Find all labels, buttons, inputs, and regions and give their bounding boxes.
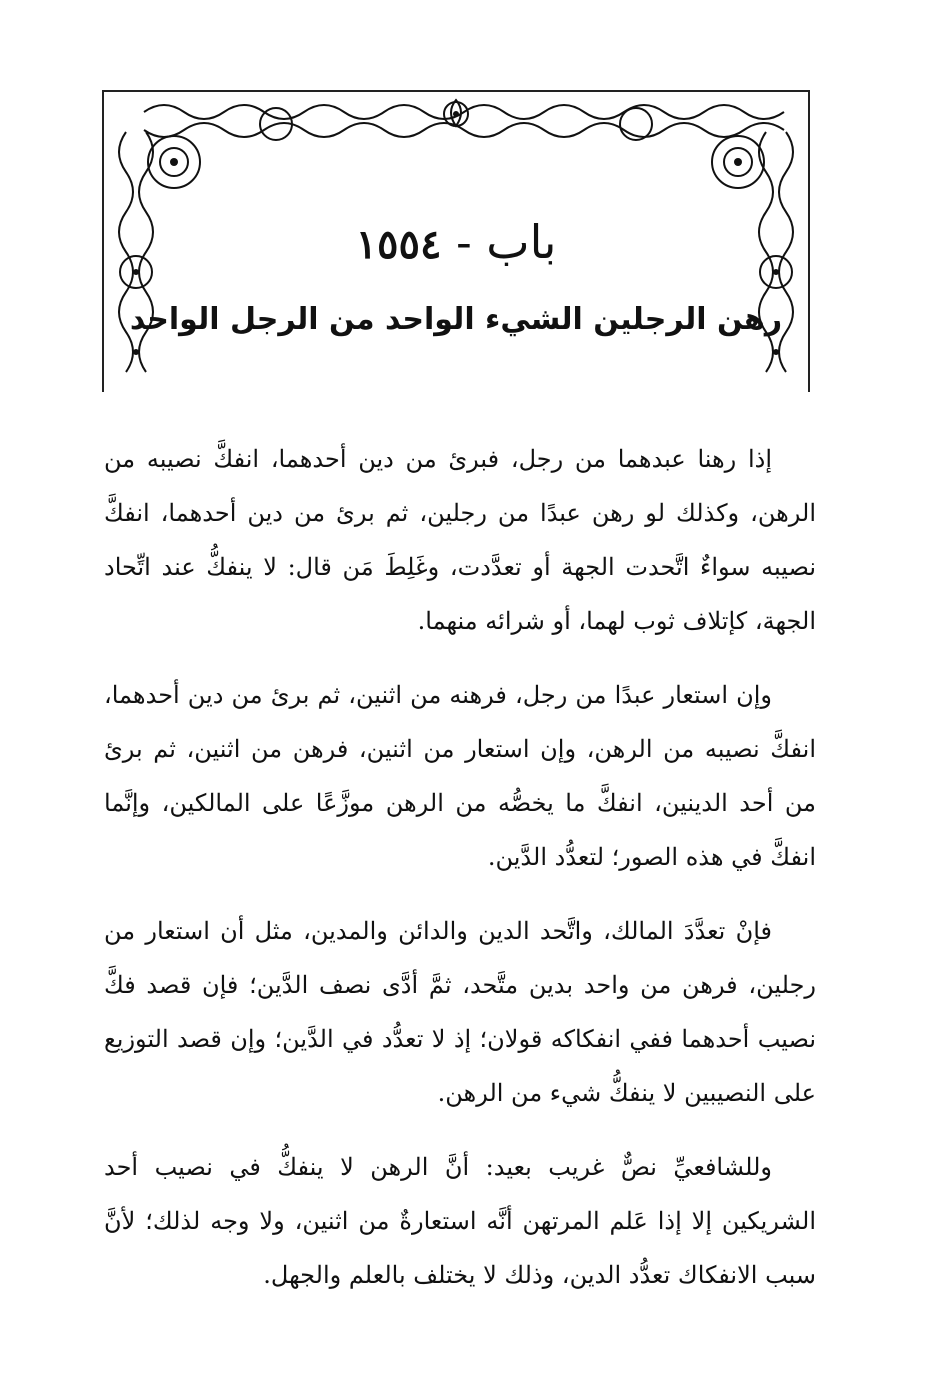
chapter-title: رهن الرجلين الشيء الواحد من الرجل الواحد — [129, 302, 783, 337]
chapter-word: باب — [486, 215, 557, 269]
chapter-number: ١٥٥٤ — [355, 221, 442, 268]
paragraph-2: وإن استعار عبدًا من رجل، فرهنه من اثنين، ثم برئ من دين أحدهما، انفكَّ نصيبه من الرهن، وإن استعار من اثنين، فرهن من اثنين، ثم برئ من أحد الدينين، انفكَّ ما يخصُّه من الرهن موزَّعًا على المالكين، وإنَّما انفكَّ في هذه الصور؛ لتعدُّد الدَّين. — [104, 681, 816, 871]
paragraph-4: وللشافعيِّ نصٌّ غريب بعيد: أنَّ الرهن لا ينفكُّ في نصيب أحد الشريكين إلا إذا عَلم المرتهن أنَّه استعارةٌ من اثنين، ولا وجه لذلك؛ لأنَّ سبب الانفكاك تعدُّد الدين، وذلك لا يختلف بالعلم والجهل. — [104, 1153, 816, 1289]
chapter-header-frame — [102, 90, 810, 392]
paragraph-3: فإنْ تعدَّدَ المالك، واتَّحد الدين والدائن والمدين، مثل أن استعار من رجلين، فرهن من واحد بدين متَّحد، ثمَّ أدَّى نصف الدَّين؛ فإن قصد فكَّ نصيب أحدهما ففي انفكاكه قولان؛ إذ لا تعدُّد في الدَّين؛ وإن قصد التوزيع على النصيبين لا ينفكُّ شيء من الرهن. — [104, 917, 816, 1107]
paragraph-1: إذا رهنا عبدهما من رجل، فبرئ من دين أحدهما، انفكَّ نصيبه من الرهن، وكذلك لو رهن عبدًا من رجلين، ثم برئ من دين أحدهما، انفكَّ نصيبه سواءٌ اتَّحدت الجهة أو تعدَّدت، وغَلِطَ مَن قال: لا ينفكُّ عند اتِّحاد الجهة، كإتلاف ثوب لهما، أو شرائه منهما. — [104, 445, 816, 635]
chapter-separator: - — [456, 215, 472, 269]
chapter-heading — [104, 212, 808, 275]
body-text — [104, 432, 816, 1322]
